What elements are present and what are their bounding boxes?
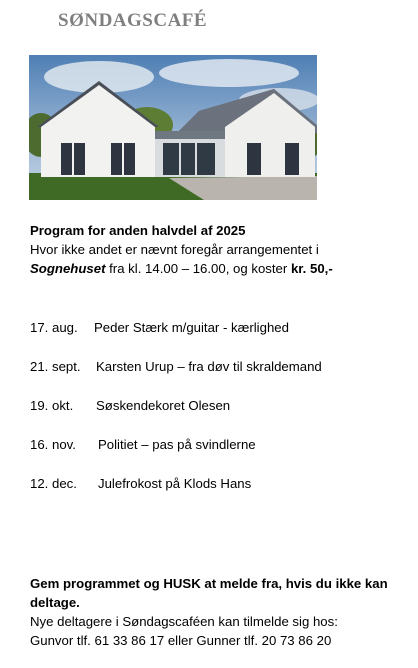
venue-name: Sognehuset	[30, 261, 106, 276]
building-photo	[29, 55, 317, 200]
signup-text: Nye deltagere i Søndagscaféen kan tilmelde sig hos:	[30, 614, 338, 629]
program-heading: Program for anden halvdel af 2025	[30, 223, 246, 238]
reminder-line1: Gem programmet og HUSK at melde fra, hvis du ikke kan	[30, 576, 388, 591]
event-date: 17. aug.	[30, 320, 78, 335]
event-date: 12. dec.	[30, 476, 77, 491]
event-desc: Julefrokost på Klods Hans	[98, 476, 252, 491]
program-line2	[30, 259, 333, 278]
event-date: 16. nov.	[30, 437, 76, 452]
program-line1: Hvor ikke andet er nævnt foregår arrangementet i	[30, 242, 319, 257]
price: kr. 50,-	[290, 261, 333, 276]
page-title: SØNDAGSCAFÉ	[58, 10, 208, 31]
event-date: 21. sept.	[30, 359, 81, 374]
contact-info: Gunvor tlf. 61 33 86 17 eller Gunner tlf. 20 73 86 20	[30, 633, 332, 648]
event-desc: Søskendekoret Olesen	[96, 398, 231, 413]
event-desc: Peder Stærk m/guitar - kærlighed	[94, 320, 289, 335]
event-date: 19. okt.	[30, 398, 74, 413]
program-time: fra kl. 14.00 – 16.00, og koster	[105, 261, 291, 276]
event-desc: Karsten Urup – fra døv til skraldemand	[96, 359, 322, 374]
event-desc: Politiet – pas på svindlerne	[98, 437, 256, 452]
reminder-line2: deltage.	[30, 595, 80, 610]
